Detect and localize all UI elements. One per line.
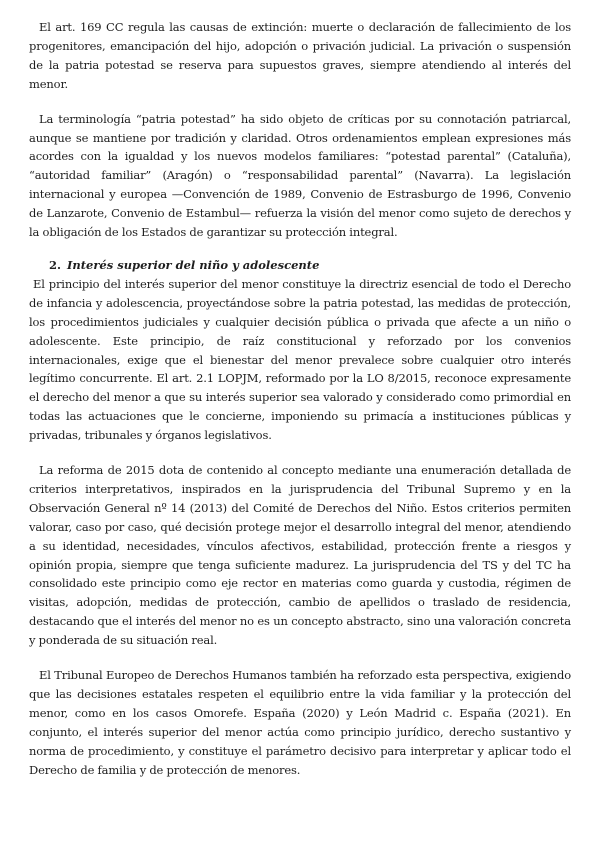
section-heading <box>49 256 571 275</box>
section-number: 2. <box>49 257 62 272</box>
paragraph-terminologia-patria-potestad: La terminología “patria potestad” ha sido objeto de críticas por su connotación patriarcal, aunque se mantiene por tradición y claridad. Otros ordenamientos emplean expresiones más acordes con la igualdad y los nuevos modelos familiares: “potestad parental” (Cataluña), “autoridad familiar” (Aragón) o “responsabilidad parental” (Navarra). La legislación internacional y europea —Convención de 1989, Convenio de Estrasburgo de 1996, Convenio de Lanzarote, Convenio de Estambul— refuerza la visión del menor como sujeto de derechos y la obligación de los Estados de garantizar su protección integral. <box>29 111 571 240</box>
paragraph-tedh: El Tribunal Europeo de Derechos Humanos también ha reforzado esta perspectiva, exigiendo que las decisiones estatales respeten el equilibrio entre la vida familiar y la protección del menor, como en los casos Omorefe. España (2020) y León Madrid c. España (2021). En conjunto, el interés superior del menor actúa como principio jurídico, derecho sustantivo y norma de procedimiento, y constituye el parámetro decisivo para interpretar y aplicar todo el Derecho de familia y de protección de menores. <box>29 668 571 777</box>
document-page <box>29 18 571 780</box>
paragraph-extincion-patria-potestad: El art. 169 CC regula las causas de extinción: muerte o declaración de fallecimiento de los progenitores, emancipación del hijo, adopción o privación judicial. La privación o suspensión de la patria potestad se reserva para supuestos graves, siempre atendiendo al interés del menor. <box>29 20 571 91</box>
paragraph-reforma-2015: La reforma de 2015 dota de contenido al concepto mediante una enumeración detallada de criterios interpretativos, inspirados en la jurisprudencia del Tribunal Supremo y en la Observación General nº 14 (2013) del Comité de Derechos del Niño. Estos criterios permiten valorar, caso por caso, qué decisión protege mejor el desarrollo integral del menor, atendiendo a su identidad, necesidades, vínculos afectivos, estabilidad, protección frente a riesgos y opinión propia, siempre que tenga suficiente madurez. La jurisprudencia del TS y del TC ha consolidado este principio como eje rector en materias como guarda y custodia, régimen de visitas, adopción, medidas de protección, cambio de apellidos o traslado de residencia, destacando que el interés del menor no es un concepto abstracto, sino una valoración concreta y ponderada de su situación real. <box>29 463 571 648</box>
paragraph-principio-interes-superior: El principio del interés superior del menor constituye la directriz esencial de todo el Derecho de infancia y adolescencia, proyectándose sobre la patria potestad, las medidas de protección, los procedimientos judiciales y cualquier decisión pública o privada que afecte a un niño o adolescente. Este principio, de raíz constitucional y reforzado por los convenios internacionales, exige que el bienestar del menor prevalece sobre cualquier otro interés legítimo concurrente. El art. 2.1 LOPJM, reformado por la LO 8/2015, reconoce expresamente el derecho del menor a que su interés superior sea valorado y considerado como primordial en todas las actuaciones que le concierne, imponiendo su primacía a instituciones públicas y privadas, tribunales y órganos legislativos. <box>29 276 571 443</box>
section-title: Interés superior del niño y adolescente <box>67 257 320 272</box>
